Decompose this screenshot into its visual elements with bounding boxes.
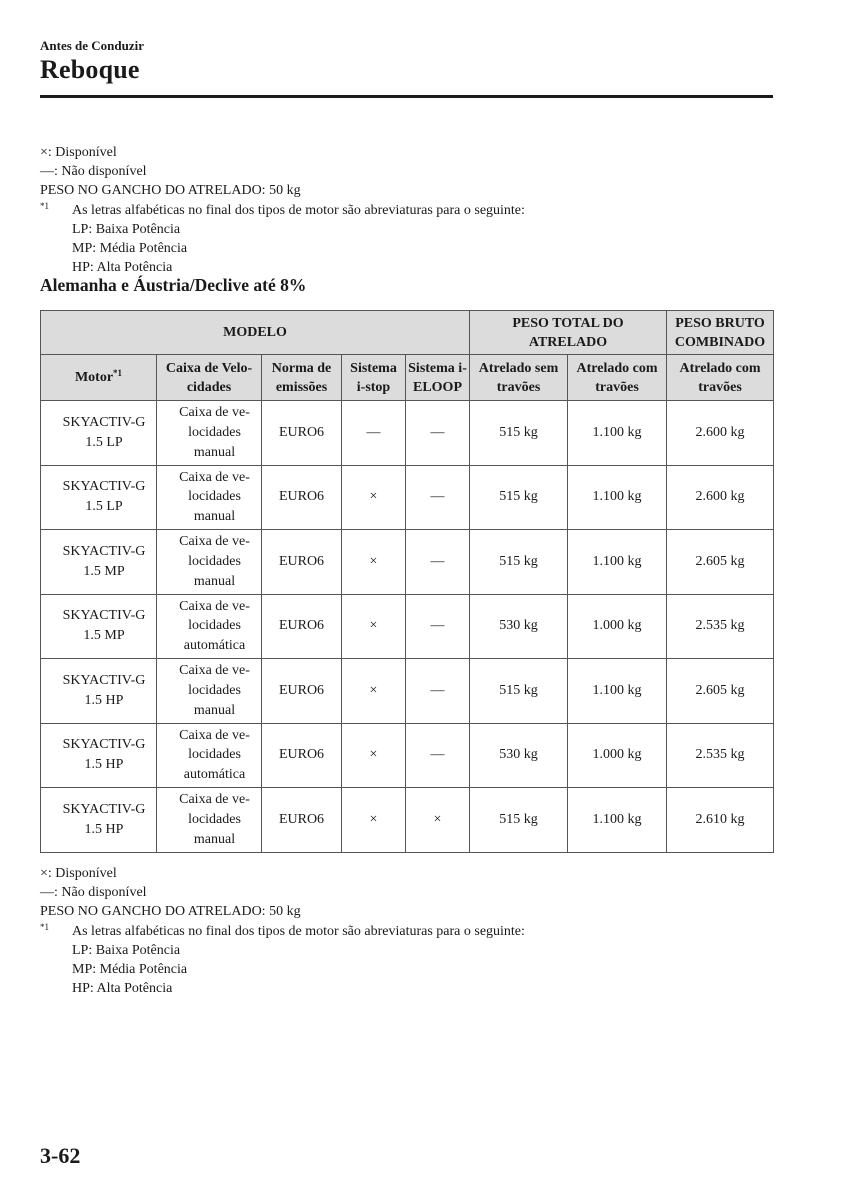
cell-emissions: EURO6 bbox=[262, 465, 342, 530]
header-gearbox: Caixa de Velo-cidades bbox=[157, 355, 262, 401]
cell-emissions: EURO6 bbox=[262, 723, 342, 788]
table-row bbox=[41, 465, 774, 530]
cell-braked: 1.100 kg bbox=[568, 659, 667, 724]
page-number: 3-62 bbox=[40, 1143, 81, 1168]
cell-ieloop: — bbox=[406, 401, 470, 466]
hitch-weight-note: PESO NO GANCHO DO ATRELADO: 50 kg bbox=[40, 183, 301, 199]
cell-gearbox: Caixa de ve-locidades manual bbox=[157, 788, 262, 853]
cell-gearbox: Caixa de ve-locidades automática bbox=[157, 723, 262, 788]
header-istop: Sistema i-stop bbox=[342, 355, 406, 401]
header-total-weight: PESO TOTAL DO ATRELADO bbox=[470, 311, 667, 355]
table-row bbox=[41, 788, 774, 853]
cell-emissions: EURO6 bbox=[262, 594, 342, 659]
footnote-mp: MP: Média Potência bbox=[72, 962, 188, 978]
cell-gcw: 2.610 kg bbox=[667, 788, 774, 853]
header-unbraked: Atrelado sem travões bbox=[470, 355, 568, 401]
footnote bbox=[40, 201, 525, 220]
cell-ieloop: — bbox=[406, 594, 470, 659]
cell-braked: 1.000 kg bbox=[568, 723, 667, 788]
cell-motor: SKYACTIV-G 1.5 HP bbox=[41, 723, 157, 788]
cell-gearbox: Caixa de ve-locidades manual bbox=[157, 659, 262, 724]
cell-braked: 1.100 kg bbox=[568, 788, 667, 853]
footnote-text: As letras alfabéticas no final dos tipos de motor são abreviaturas para o seguinte: bbox=[72, 202, 525, 218]
legend-available: ×: Disponível bbox=[40, 866, 117, 881]
cell-gcw: 2.535 kg bbox=[667, 594, 774, 659]
footnote-mark: *1 bbox=[40, 200, 49, 211]
cell-motor: SKYACTIV-G 1.5 HP bbox=[41, 659, 157, 724]
cell-unbraked: 515 kg bbox=[470, 465, 568, 530]
legend-unavailable: —: Não disponível bbox=[40, 164, 147, 180]
cell-braked: 1.000 kg bbox=[568, 594, 667, 659]
notes-top bbox=[40, 143, 525, 277]
cell-gcw: 2.600 kg bbox=[667, 465, 774, 530]
footnote-text: As letras alfabéticas no final dos tipos de motor são abreviaturas para o seguinte: bbox=[72, 923, 525, 939]
cell-motor: SKYACTIV-G 1.5 LP bbox=[41, 401, 157, 466]
table-row bbox=[41, 659, 774, 724]
notes-bottom bbox=[40, 864, 525, 998]
cell-gearbox: Caixa de ve-locidades manual bbox=[157, 465, 262, 530]
towing-spec-table bbox=[40, 310, 774, 853]
cell-ieloop: × bbox=[406, 788, 470, 853]
footnote-mark: *1 bbox=[40, 921, 49, 932]
cell-motor: SKYACTIV-G 1.5 MP bbox=[41, 530, 157, 595]
table-header-group-row bbox=[41, 311, 774, 355]
footnote-lp: LP: Baixa Potência bbox=[72, 942, 181, 958]
footnote-mp: MP: Média Potência bbox=[72, 241, 188, 257]
header-motor: Motor$^{*1}$ bbox=[41, 355, 157, 401]
cell-unbraked: 530 kg bbox=[470, 723, 568, 788]
table-row bbox=[41, 530, 774, 595]
table-body bbox=[41, 401, 774, 853]
cell-istop: × bbox=[342, 659, 406, 724]
cell-motor: SKYACTIV-G 1.5 HP bbox=[41, 788, 157, 853]
section-label: Antes de Conduzir bbox=[40, 38, 145, 53]
cell-istop: × bbox=[342, 723, 406, 788]
cell-motor: SKYACTIV-G 1.5 MP bbox=[41, 594, 157, 659]
cell-unbraked: 515 kg bbox=[470, 401, 568, 466]
header-emissions: Norma de emissões bbox=[262, 355, 342, 401]
cell-emissions: EURO6 bbox=[262, 659, 342, 724]
hitch-weight-note: PESO NO GANCHO DO ATRELADO: 50 kg bbox=[40, 904, 301, 920]
cell-gcw: 2.600 kg bbox=[667, 401, 774, 466]
cell-braked: 1.100 kg bbox=[568, 530, 667, 595]
header-model: MODELO bbox=[41, 311, 470, 355]
footnote bbox=[40, 922, 525, 941]
header-gross-combined: PESO BRUTO COMBINADO bbox=[667, 311, 774, 355]
cell-motor: SKYACTIV-G 1.5 LP bbox=[41, 465, 157, 530]
cell-emissions: EURO6 bbox=[262, 530, 342, 595]
cell-unbraked: 515 kg bbox=[470, 659, 568, 724]
cell-unbraked: 515 kg bbox=[470, 530, 568, 595]
cell-gcw: 2.605 kg bbox=[667, 530, 774, 595]
footnote-hp: HP: Alta Potência bbox=[72, 260, 173, 276]
cell-istop: × bbox=[342, 530, 406, 595]
table-header-row bbox=[41, 355, 774, 401]
page-title: Reboque bbox=[40, 55, 140, 84]
cell-braked: 1.100 kg bbox=[568, 401, 667, 466]
cell-braked: 1.100 kg bbox=[568, 465, 667, 530]
cell-istop: — bbox=[342, 401, 406, 466]
table-row bbox=[41, 594, 774, 659]
legend-unavailable: —: Não disponível bbox=[40, 885, 147, 901]
header-gcw-braked: Atrelado com travões bbox=[667, 355, 774, 401]
cell-ieloop: — bbox=[406, 659, 470, 724]
cell-istop: × bbox=[342, 465, 406, 530]
legend-available: ×: Disponível bbox=[40, 145, 117, 160]
cell-gcw: 2.535 kg bbox=[667, 723, 774, 788]
cell-emissions: EURO6 bbox=[262, 401, 342, 466]
cell-emissions: EURO6 bbox=[262, 788, 342, 853]
header-braked: Atrelado com travões bbox=[568, 355, 667, 401]
table-row bbox=[41, 401, 774, 466]
cell-istop: × bbox=[342, 594, 406, 659]
cell-ieloop: — bbox=[406, 465, 470, 530]
footnote-hp: HP: Alta Potência bbox=[72, 981, 173, 997]
cell-gearbox: Caixa de ve-locidades manual bbox=[157, 530, 262, 595]
cell-gearbox: Caixa de ve-locidades automática bbox=[157, 594, 262, 659]
cell-unbraked: 530 kg bbox=[470, 594, 568, 659]
cell-ieloop: — bbox=[406, 530, 470, 595]
title-divider bbox=[40, 95, 773, 98]
cell-gearbox: Caixa de ve-locidades manual bbox=[157, 401, 262, 466]
section-subheading: Alemanha e Áustria/Declive até 8% bbox=[40, 275, 307, 295]
cell-ieloop: — bbox=[406, 723, 470, 788]
cell-istop: × bbox=[342, 788, 406, 853]
table-row bbox=[41, 723, 774, 788]
header-ieloop: Sistema i-ELOOP bbox=[406, 355, 470, 401]
footnote-lp: LP: Baixa Potência bbox=[72, 221, 181, 237]
cell-unbraked: 515 kg bbox=[470, 788, 568, 853]
cell-gcw: 2.605 kg bbox=[667, 659, 774, 724]
